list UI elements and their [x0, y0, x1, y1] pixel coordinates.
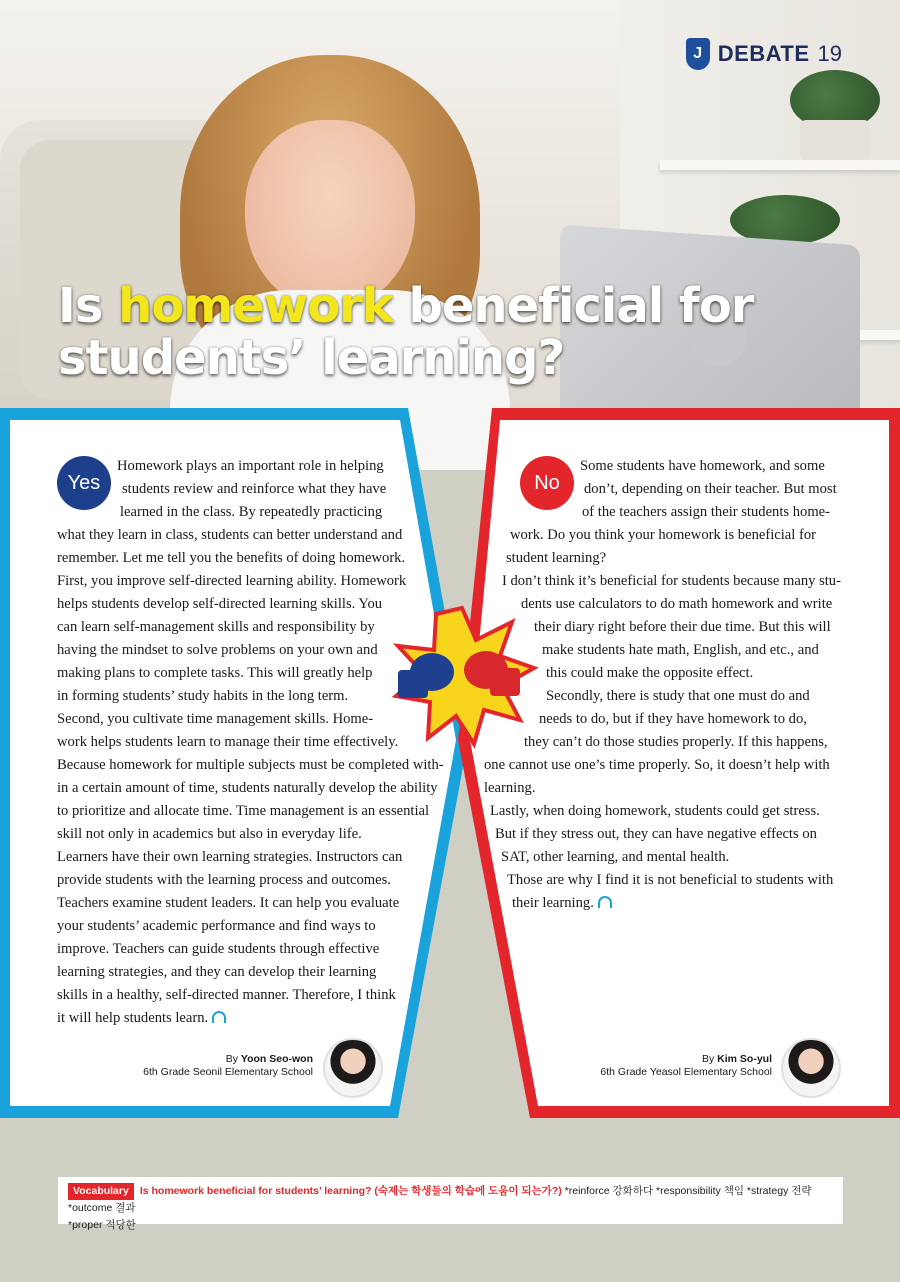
magazine-logo-icon: J [686, 38, 710, 70]
text-line: to prioritize and allocate time. Time management is an essential [57, 803, 430, 819]
text-line: But if they stress out, they can have negative effects on [495, 826, 817, 842]
text-line: of the teachers assign their students home- [582, 504, 831, 520]
text-line: in forming students’ study habits in the long term. [57, 688, 349, 704]
text-line: work. Do you think your homework is beneficial for [510, 527, 816, 543]
text-line: student learning? [506, 550, 607, 566]
page-number: 19 [817, 41, 842, 66]
text-line: Because homework for multiple subjects must be completed with- [57, 757, 444, 773]
title-part: Is [58, 278, 119, 334]
text-line: dents use calculators to do math homework and write [521, 596, 833, 612]
title-part: beneficial for [392, 278, 754, 334]
text-line: needs to do, but if they have homework to do, [539, 711, 807, 727]
text-line [484, 892, 864, 915]
text-line: make students hate math, English, and etc., and [542, 642, 819, 658]
text-line: what they learn in class, students can better understand and [57, 527, 403, 543]
text-line: your students’ academic performance and find ways to [57, 918, 376, 934]
vocabulary-terms-2: *proper 적당한 [68, 1219, 136, 1231]
text-line: Some students have homework, and some [580, 458, 825, 474]
text-line-content: it will help students learn. [57, 1010, 209, 1026]
text-line: skill not only in academics but also in everyday life. [57, 826, 362, 842]
text-line: helps students develop self-directed learning skills. You [57, 596, 383, 612]
author-line [113, 1053, 313, 1066]
text-line: students review and reinforce what they have [122, 481, 387, 497]
text-line: learned in the class. By repeatedly practicing [120, 504, 383, 520]
text-line: Teachers examine student leaders. It can help you evaluate [57, 895, 400, 911]
text-line: I don’t think it’s beneficial for students because many stu- [502, 573, 841, 589]
text-line: making plans to complete tasks. This will greatly help [57, 665, 373, 681]
by-label: By [701, 1053, 718, 1065]
section-name: DEBATE [717, 41, 810, 66]
text-line: Secondly, there is study that one must do and [546, 688, 810, 704]
text-line: their diary right before their due time. But this will [534, 619, 831, 635]
no-badge: No [520, 456, 574, 510]
no-author-avatar [781, 1038, 841, 1098]
headphone-icon [598, 896, 612, 908]
yes-badge: Yes [57, 456, 111, 510]
text-line: learning. [484, 780, 536, 796]
author-name: Kim So-yul [717, 1053, 772, 1065]
text-line: Learners have their own learning strategies. Instructors can [57, 849, 403, 865]
text-line: don’t, depending on their teacher. But most [584, 481, 837, 497]
by-label: By [225, 1053, 241, 1065]
title-line-2: students’ learning? [58, 330, 565, 386]
yes-author-byline [113, 1053, 313, 1079]
title-highlight: homework [118, 278, 393, 334]
text-line: in a certain amount of time, students naturally develop the ability [57, 780, 438, 796]
vocabulary-line-1 [68, 1183, 835, 1217]
text-line: learning strategies, and they can develop their learning [57, 964, 377, 980]
no-author-byline [572, 1053, 772, 1079]
text-line: Lastly, when doing homework, students could get stress. [490, 803, 820, 819]
vocabulary-question: Is homework beneficial for students’ learning? (숙제는 학생들의 학습에 도움이 되는가?) [139, 1185, 562, 1197]
author-line [572, 1053, 772, 1066]
no-argument [484, 455, 864, 915]
text-line: work helps students learn to manage their time effectively. [57, 734, 399, 750]
vocabulary-box [58, 1177, 843, 1231]
text-line-content: their learning. [512, 895, 594, 911]
text-line: remember. Let me tell you the benefits of doing homework. [57, 550, 406, 566]
text-line: SAT, other learning, and mental health. [501, 849, 730, 865]
text-line: Second, you cultivate time management skills. Home- [57, 711, 374, 727]
headphone-icon [212, 1011, 226, 1023]
text-line: they can’t do those studies properly. If this happens, [524, 734, 828, 750]
text-line: can learn self-management skills and responsibility by [57, 619, 375, 635]
text-line: improve. Teachers can guide students through effective [57, 941, 380, 957]
author-name: Yoon Seo-won [240, 1053, 313, 1065]
text-line: First, you improve self-directed learning ability. Homework [57, 573, 407, 589]
text-line: skills in a healthy, self-directed manner. Therefore, I think [57, 987, 396, 1003]
text-line: having the mindset to solve problems on your own and [57, 642, 378, 658]
text-line [57, 1007, 447, 1030]
text-line: one cannot use one’s time properly. So, it doesn’t help with [484, 757, 830, 773]
author-school: 6th Grade Seonil Elementary School [143, 1066, 313, 1078]
vocabulary-terms: *reinforce 강화하다 *responsibility 책임 *strategy 전략 *outcome 결과 [68, 1185, 812, 1214]
yes-author-avatar [323, 1038, 383, 1098]
text-line: Those are why I find it is not beneficial to students with [507, 872, 834, 888]
text-line: this could make the opposite effect. [546, 665, 754, 681]
text-line: provide students with the learning process and outcomes. [57, 872, 391, 888]
text-line: Homework plays an important role in helping [117, 458, 384, 474]
author-school: 6th Grade Yeasol Elementary School [600, 1066, 772, 1078]
yes-argument [57, 455, 447, 1030]
vocabulary-tag: Vocabulary [68, 1183, 134, 1200]
